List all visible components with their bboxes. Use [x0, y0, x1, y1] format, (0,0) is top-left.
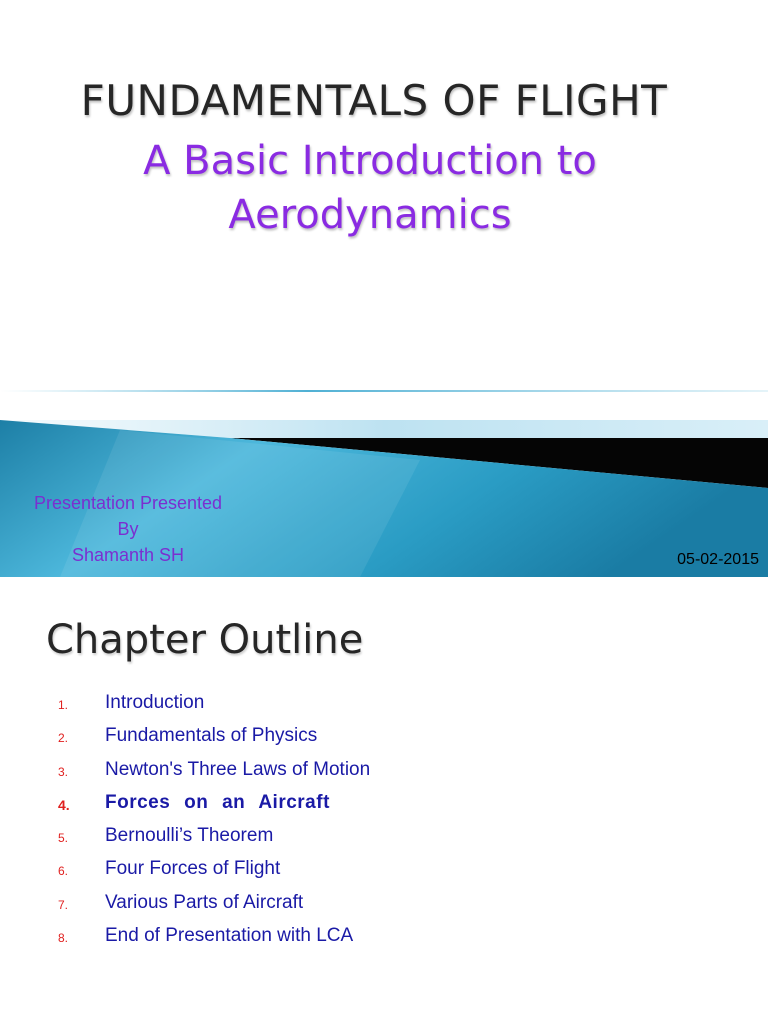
outline-label: Four Forces of Flight [105, 858, 281, 880]
outline-label: End of Presentation with LCA [105, 925, 354, 947]
outline-label: Forces on an Aircraft [105, 791, 330, 813]
outline-item [0, 756, 768, 789]
outline-number: 3. [58, 764, 69, 779]
outline-number: 2. [58, 731, 69, 746]
outline-number: 4. [58, 796, 70, 813]
outline-item [0, 689, 768, 722]
outline-label: Introduction [105, 692, 205, 713]
outline-list [0, 689, 768, 955]
subtitle-line-1: A Basic Introduction to [143, 138, 597, 184]
thin-divider-line [0, 390, 768, 392]
outline-label: Various Parts of Aircraft [105, 891, 304, 913]
outline-label: Fundamentals of Physics [105, 725, 318, 747]
outline-number: 6. [58, 864, 69, 879]
presenter-line-2: By [117, 519, 139, 539]
outline-item [0, 722, 768, 755]
main-title: FUNDAMENTALS OF FLIGHT [80, 76, 668, 125]
outline-item [0, 822, 768, 855]
outline-title: Chapter Outline [46, 617, 364, 663]
presenter-line-1: Presentation Presented [33, 493, 223, 513]
outline-label: Bernoulli’s Theorem [105, 825, 274, 847]
outline-number: 5. [58, 831, 69, 846]
presenter-block [10, 490, 246, 568]
outline-number: 8. [58, 931, 69, 946]
outline-label: Newton's Three Laws of Motion [105, 758, 371, 780]
outline-item-active [0, 789, 768, 822]
outline-number: 1. [58, 698, 69, 712]
subtitle-line-2: Aerodynamics [228, 192, 512, 238]
outline-item [0, 889, 768, 922]
presentation-date: 05-02-2015 [677, 551, 759, 568]
outline-item [0, 855, 768, 888]
presenter-name: Shamanth SH [71, 545, 185, 565]
subtitle [0, 134, 740, 242]
outline-item [0, 922, 768, 955]
outline-slide [0, 577, 768, 1024]
outline-number: 7. [58, 897, 69, 912]
